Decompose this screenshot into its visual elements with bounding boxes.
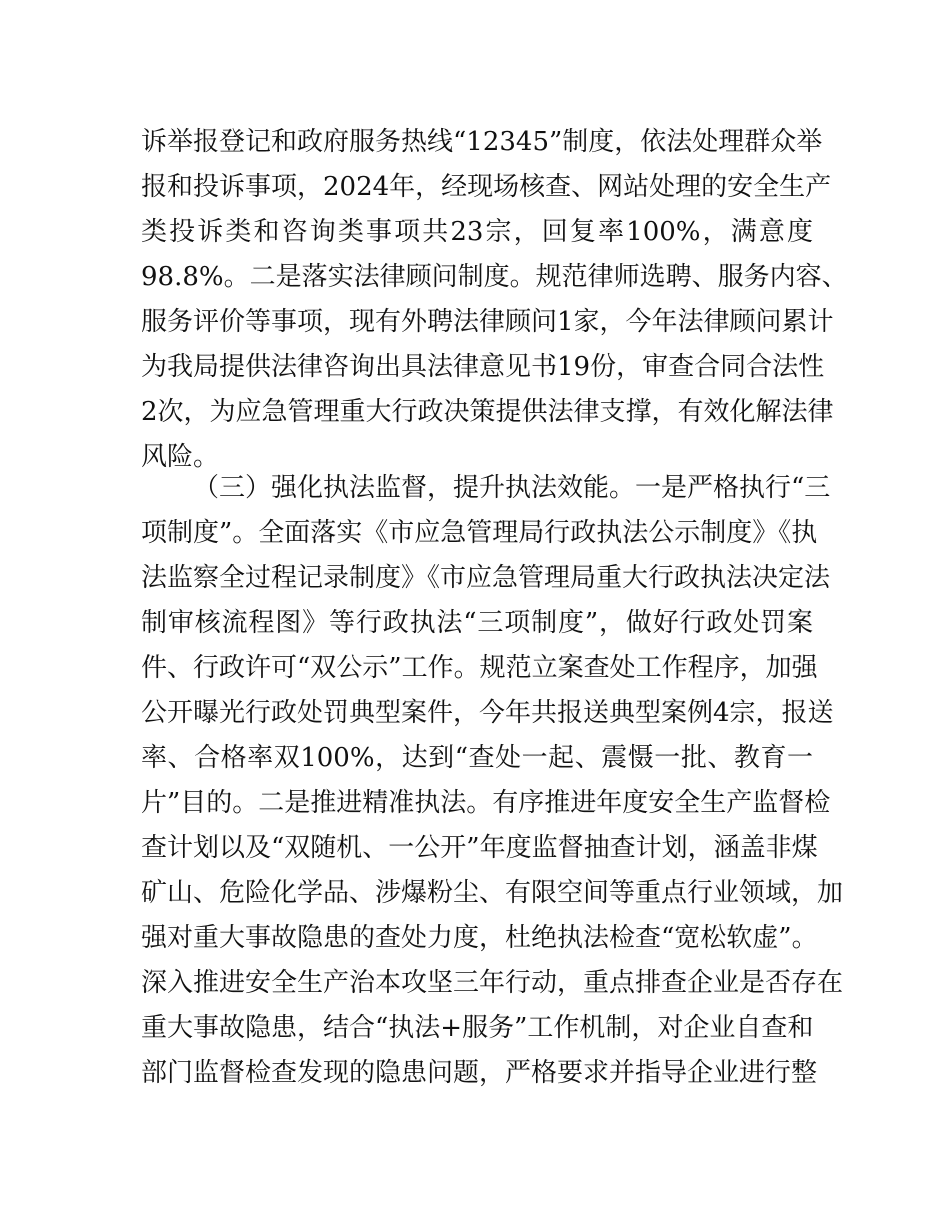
paragraph-line: 风险。 — [141, 442, 220, 472]
paragraph-line: 矿山、危险化学品、涉爆粉尘、有限空间等重点行业领域，加 — [141, 878, 844, 908]
paragraph-line: 片”目的。二是推进精准执法。有序推进年度安全生产监督检 — [141, 788, 831, 818]
paragraph-line: 服务评价等事项，现有外聘法律顾问1家，今年法律顾问累计 — [141, 307, 834, 337]
paragraph-line: 查计划以及“双随机、一公开”年度监督抽查计划，涵盖非煤 — [141, 833, 818, 863]
paragraph-line: 部门监督检查发现的隐患问题，严格要求并指导企业进行整 — [141, 1058, 818, 1088]
paragraph-line: 报和投诉事项，2024年，经现场核查、网站处理的安全生产 — [141, 172, 832, 202]
paragraph-line: 2次，为应急管理重大行政决策提供法律支撑，有效化解法律 — [141, 397, 834, 427]
paragraph-line: 件、行政许可“双公示”工作。规范立案查处工作程序，加强 — [141, 653, 818, 683]
paragraph-line: （三）强化执法监督，提升执法效能。一是严格执行“三 — [193, 473, 831, 503]
paragraph-line: 诉举报登记和政府服务热线“12345”制度，依法处理群众举 — [141, 127, 823, 157]
paragraph-line: 率、合格率双100%，达到“查处一起、震慑一批、教育一 — [141, 743, 813, 773]
paragraph-line: 为我局提供法律咨询出具法律意见书19份，审查合同合法性 — [141, 352, 825, 382]
paragraph-line: 类投诉类和咨询类事项共23宗，回复率100%，满意度 — [141, 217, 813, 247]
paragraph-line: 公开曝光行政处罚典型案件，今年共报送典型案例4宗，报送 — [141, 698, 834, 728]
paragraph-2 — [141, 466, 844, 1096]
paragraph-line: 强对重大事故隐患的查处力度，杜绝执法检查“宽松软虚”。 — [141, 923, 818, 953]
paragraph-line: 项制度”。全面落实《市应急管理局行政执法公示制度》《执 — [141, 518, 818, 548]
paragraph-line: 法监察全过程记录制度》《市应急管理局重大行政执法决定法 — [141, 563, 831, 593]
paragraph-1 — [141, 120, 848, 480]
paragraph-line: 重大事故隐患，结合“执法+服务”工作机制，对企业自查和 — [141, 1013, 814, 1043]
paragraph-line: 深入推进安全生产治本攻坚三年行动，重点排查企业是否存在 — [141, 968, 844, 998]
paragraph-line: 制审核流程图》等行政执法“三项制度”，做好行政处罚案 — [141, 608, 813, 638]
paragraph-line: 98.8%。二是落实法律顾问制度。规范律师选聘、服务内容、 — [141, 262, 848, 292]
